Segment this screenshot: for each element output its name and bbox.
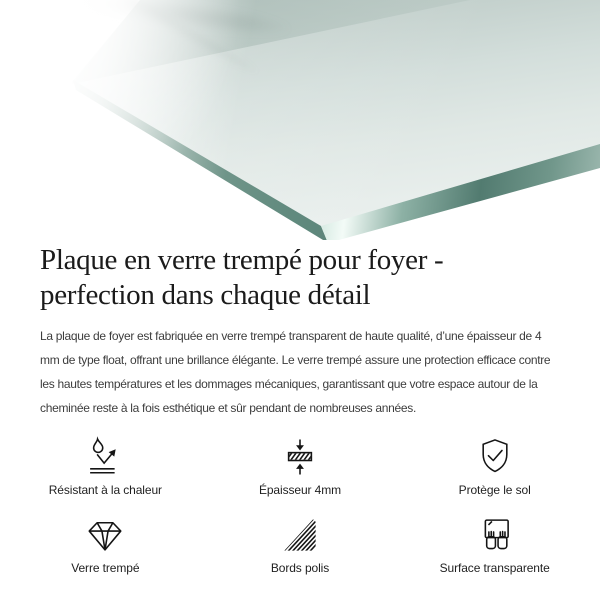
product-description-text: La plaque de foyer est fabriquée en verre trempé transparent de haute qualité, d’une épaisseur de 4 mm de type float, offrant une brillance élégante. Le verre trempé assure une protection efficace contre les hautes températures et les dommages mécaniques, garantissant que votre espace autour de la cheminée reste à la fois esthétique et sûr pendant de nombreuses années. [40,329,551,415]
feature-tempered-glass [8,514,203,575]
heat-resistant-icon [84,436,126,478]
page-title-line2: perfection dans chaque détail [40,279,371,311]
feature-polished-edges [203,514,398,575]
feature-label: Bords polis [270,561,330,575]
feature-label: Résistant à la chaleur [48,483,162,497]
thickness-4mm-icon [279,436,321,478]
polished-edges-icon [279,514,321,556]
diamond-icon [84,514,126,556]
product-description-section [0,243,600,575]
feature-transparent-surface [397,514,592,575]
page-title [40,243,560,313]
feature-grid [8,436,592,575]
feature-label: Surface transparente [439,561,550,575]
photo-white-fade [0,0,600,240]
feature-label: Protège le sol [458,483,531,497]
shield-check-icon [474,436,516,478]
product-photo [0,0,600,240]
feature-heat-resistant [8,436,203,497]
feature-floor-protection [397,436,592,497]
page-title-line1: Plaque en verre trempé pour foyer - [40,244,444,276]
feature-label: Verre trempé [71,561,140,575]
feature-label: Épaisseur 4mm [258,483,342,497]
transparent-surface-icon [474,514,516,556]
feature-thickness [203,436,398,497]
